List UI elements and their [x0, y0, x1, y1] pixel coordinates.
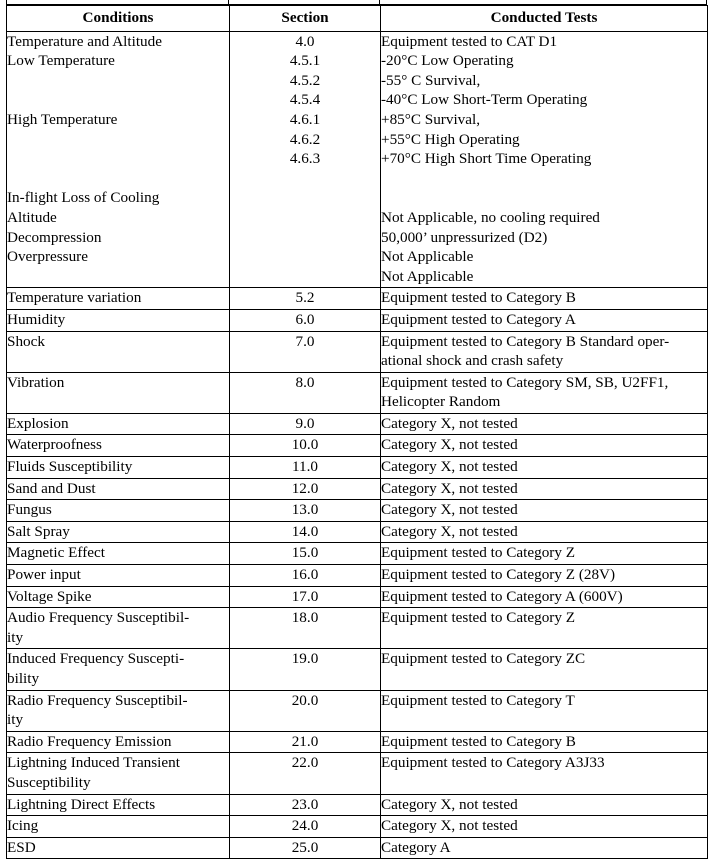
- cell-conditions-line: Audio Frequency Susceptibil-: [7, 609, 190, 627]
- cell-conducted-tests-line: Category X, not tested: [381, 522, 518, 540]
- cell-conditions: [7, 435, 230, 457]
- cell-conducted-tests: [381, 690, 708, 731]
- table-row: [7, 331, 708, 372]
- cell-conducted-tests: [381, 413, 708, 435]
- table-row: [7, 309, 708, 331]
- cell-conditions-line: Shock: [7, 332, 45, 350]
- cell-conditions-line: ESD: [7, 838, 36, 856]
- cell-section-line: 9.0: [295, 414, 315, 432]
- cell-conducted-tests: [381, 731, 708, 753]
- cell-section-line: 4.5.4: [289, 91, 321, 109]
- table-row: [7, 457, 708, 479]
- cell-conditions-line: Susceptibility: [7, 773, 91, 791]
- cell-conducted-tests-line: Equipment tested to Category ZC: [381, 650, 586, 668]
- cell-conditions: [7, 309, 230, 331]
- cell-conducted-tests-line: Equipment tested to Category B: [381, 732, 576, 750]
- table-row: [7, 731, 708, 753]
- cell-conditions-line: Fluids Susceptibility: [7, 458, 133, 476]
- cell-section: [230, 309, 381, 331]
- cell-conditions-line: Radio Frequency Susceptibil-: [7, 691, 188, 709]
- cell-conducted-tests: [381, 794, 708, 816]
- cell-section-line: 11.0: [291, 458, 318, 476]
- cell-conducted-tests-line: Equipment tested to Category T: [381, 691, 575, 709]
- cell-conditions-line: Humidity: [7, 310, 66, 328]
- cell-conditions-line: Decompression: [7, 228, 102, 246]
- cell-section-line: 8.0: [295, 373, 315, 391]
- column-header-conducted-tests: Conducted Tests: [381, 6, 708, 32]
- cell-conditions: [7, 753, 230, 794]
- cell-conditions: [7, 543, 230, 565]
- cell-conditions-line: In-flight Loss of Cooling: [7, 189, 160, 207]
- cell-section: [230, 608, 381, 649]
- cell-conducted-tests: [381, 586, 708, 608]
- cell-conducted-tests-line: Category X, not tested: [381, 817, 518, 835]
- cell-section: [230, 837, 381, 859]
- cell-conditions: [7, 837, 230, 859]
- cell-conducted-tests-line: Equipment tested to Category A3J33: [381, 754, 605, 772]
- table-row: [7, 288, 708, 310]
- cell-conditions-line: Power input: [7, 566, 81, 584]
- cell-section-line: 12.0: [291, 479, 319, 497]
- cell-conditions-line: Vibration: [7, 373, 65, 391]
- table-row: [7, 794, 708, 816]
- cell-conditions-line: Icing: [7, 817, 39, 835]
- cell-conditions-line: ity: [7, 628, 24, 646]
- cell-conducted-tests-line: Equipment tested to Category B: [381, 289, 576, 307]
- cell-conducted-tests: [381, 435, 708, 457]
- column-header-conditions: Conditions: [7, 6, 230, 32]
- cell-section-line: [230, 169, 380, 189]
- cell-section-line: 14.0: [291, 522, 319, 540]
- cell-section: [230, 413, 381, 435]
- table-row: [7, 413, 708, 435]
- cell-section: [230, 731, 381, 753]
- cell-section: [230, 331, 381, 372]
- cell-section: [230, 543, 381, 565]
- cell-section-line: 4.0: [295, 32, 315, 50]
- cell-section-line: [230, 208, 380, 228]
- cell-conducted-tests: [381, 309, 708, 331]
- cell-conditions: [7, 649, 230, 690]
- table-header: [7, 6, 708, 32]
- cell-conducted-tests-line: Equipment tested to Category A: [381, 310, 576, 328]
- cell-section-line: [230, 247, 380, 267]
- cell-section: [230, 753, 381, 794]
- cell-conditions: [7, 521, 230, 543]
- cell-section-line: 24.0: [291, 817, 319, 835]
- cell-conditions-line: Low Temperature: [7, 52, 115, 70]
- cell-section-line: 23.0: [291, 795, 319, 813]
- cell-conditions-line: Altitude: [7, 208, 57, 226]
- table-row: [7, 608, 708, 649]
- cell-conditions-line: Explosion: [7, 414, 69, 432]
- cell-conducted-tests: [381, 521, 708, 543]
- cell-conducted-tests-line: Category X, not tested: [381, 795, 518, 813]
- cell-conditions-line: Magnetic Effect: [7, 544, 105, 562]
- cell-conditions: [7, 288, 230, 310]
- cell-conducted-tests: [381, 372, 708, 413]
- cell-conditions: [7, 816, 230, 838]
- cell-section-line: 6.0: [295, 310, 315, 328]
- cell-conditions: [7, 413, 230, 435]
- cell-conducted-tests: [381, 331, 708, 372]
- cell-section: [230, 565, 381, 587]
- cell-conditions-line: bility: [7, 670, 40, 687]
- table-row: [7, 837, 708, 859]
- cell-section-line: [230, 228, 380, 248]
- cell-section: [230, 690, 381, 731]
- cell-conducted-tests-line: Not Applicable: [381, 267, 474, 285]
- column-header-section: Section: [230, 6, 381, 32]
- cell-section: [230, 372, 381, 413]
- cell-conducted-tests: [381, 457, 708, 479]
- cell-conducted-tests: [381, 816, 708, 838]
- cell-conditions: [7, 794, 230, 816]
- cell-section-line: 4.6.1: [289, 110, 321, 128]
- cell-section-line: 4.6.3: [289, 150, 321, 168]
- cell-conducted-tests-line: Not Applicable, no cooling required: [381, 208, 600, 226]
- cell-conditions-line: Lightning Direct Effects: [7, 795, 156, 813]
- cell-conditions-line: Radio Frequency Emission: [7, 732, 172, 750]
- cell-section-line: 15.0: [291, 544, 319, 562]
- cell-conducted-tests-line: Equipment tested to Category B Standard oper-: [381, 332, 670, 350]
- cell-conducted-tests-line: Category X, not tested: [381, 414, 518, 432]
- cell-section-line: 19.0: [291, 650, 319, 668]
- table-row: [7, 372, 708, 413]
- cell-conditions-line: Sand and Dust: [7, 479, 96, 497]
- cell-section-line: 7.0: [295, 332, 315, 350]
- cell-conditions: [7, 372, 230, 413]
- cell-section-line: 16.0: [291, 566, 319, 584]
- cell-conditions-line: Induced Frequency Suscepti-: [7, 650, 185, 668]
- cell-conducted-tests: [381, 608, 708, 649]
- cell-conducted-tests-line: Equipment tested to Category Z (28V): [381, 566, 616, 584]
- cell-conditions-line: Temperature variation: [7, 289, 142, 307]
- cell-conditions-line: [7, 90, 229, 110]
- cell-conducted-tests-line: Equipment tested to Category SM, SB, U2FF1,: [381, 373, 669, 391]
- cell-conducted-tests: [381, 288, 708, 310]
- table-row: [7, 521, 708, 543]
- cell-section-line: 18.0: [291, 609, 319, 627]
- cell-section: [230, 500, 381, 522]
- table-row: [7, 816, 708, 838]
- cell-conducted-tests-line: Category A: [381, 838, 451, 856]
- cell-conducted-tests-line: ational shock and crash safety: [381, 352, 564, 370]
- cell-conducted-tests-line: Equipment tested to Category Z: [381, 544, 576, 562]
- cell-conducted-tests-line: -20°C Low Operating: [381, 52, 514, 70]
- cell-conditions-line: ity: [7, 711, 24, 729]
- cell-conducted-tests-line: [381, 169, 707, 189]
- cell-conducted-tests-line: Category X, not tested: [381, 501, 518, 519]
- cell-conducted-tests-line: Equipment tested to Category A (600V): [381, 587, 623, 605]
- cell-conducted-tests-line: Not Applicable: [381, 248, 474, 266]
- cell-section-line: 22.0: [291, 754, 319, 772]
- cell-conditions-line: Temperature and Altitude: [7, 32, 162, 50]
- table-row: [7, 586, 708, 608]
- cell-section-line: 17.0: [291, 587, 319, 605]
- cell-conditions-line: Salt Spray: [7, 522, 70, 540]
- cell-section: [230, 288, 381, 310]
- cell-section: [230, 586, 381, 608]
- cell-conditions: [7, 31, 230, 288]
- cell-section-line: 20.0: [291, 691, 319, 709]
- cell-section: [230, 457, 381, 479]
- cell-section-line: 10.0: [291, 436, 319, 454]
- cell-section-line: 4.5.1: [289, 52, 321, 70]
- cell-section-line: 21.0: [291, 732, 319, 750]
- cell-conducted-tests: [381, 543, 708, 565]
- cell-conducted-tests-line: [381, 188, 707, 208]
- cell-conditions-line: [7, 149, 229, 169]
- table-row: [7, 435, 708, 457]
- cell-conditions-line: Waterproofness: [7, 436, 102, 454]
- cell-conditions: [7, 457, 230, 479]
- cell-section: [230, 649, 381, 690]
- cell-conducted-tests: [381, 478, 708, 500]
- cell-conducted-tests: [381, 31, 708, 288]
- table-body: [7, 31, 708, 859]
- cell-conditions: [7, 608, 230, 649]
- table-header-row: [7, 6, 708, 32]
- table-row: [7, 565, 708, 587]
- cell-conditions: [7, 500, 230, 522]
- cell-conducted-tests-line: +70°C High Short Time Operating: [381, 150, 592, 168]
- cell-conducted-tests-line: +85°C Survival,: [381, 110, 481, 128]
- cell-conducted-tests-line: Equipment tested to CAT D1: [381, 32, 558, 50]
- cell-conditions-line: Overpressure: [7, 248, 88, 266]
- cell-conditions-line: Voltage Spike: [7, 587, 92, 605]
- cell-conditions: [7, 478, 230, 500]
- cell-conditions: [7, 731, 230, 753]
- cell-conducted-tests-line: Category X, not tested: [381, 458, 518, 476]
- cell-section: [230, 521, 381, 543]
- cell-conditions: [7, 331, 230, 372]
- cell-conditions-line: High Temperature: [7, 110, 118, 128]
- cell-conducted-tests: [381, 837, 708, 859]
- cell-conducted-tests-line: Category X, not tested: [381, 479, 518, 497]
- table-row: [7, 31, 708, 288]
- cell-section: [230, 31, 381, 288]
- cell-conducted-tests: [381, 500, 708, 522]
- cell-conditions-line: [7, 71, 229, 91]
- cell-conditions: [7, 586, 230, 608]
- cell-conditions-line: [7, 130, 229, 150]
- environmental-qualification-table: [6, 5, 708, 859]
- cell-section: [230, 816, 381, 838]
- cell-conducted-tests: [381, 753, 708, 794]
- cell-section-line: 4.5.2: [289, 71, 321, 89]
- cell-section-line: 25.0: [291, 838, 319, 856]
- cell-conditions-line: Lightning Induced Transient: [7, 754, 180, 772]
- cell-section: [230, 794, 381, 816]
- table-row: [7, 543, 708, 565]
- cell-section-line: 4.6.2: [289, 130, 321, 148]
- cell-conducted-tests-line: 50,000’ unpressurized (D2): [381, 228, 548, 246]
- cell-section: [230, 435, 381, 457]
- cell-conducted-tests-line: Helicopter Random: [381, 393, 501, 411]
- cell-section: [230, 478, 381, 500]
- table-row: [7, 500, 708, 522]
- table-row: [7, 478, 708, 500]
- cell-conducted-tests-line: -55° C Survival,: [381, 71, 481, 89]
- cell-conducted-tests: [381, 649, 708, 690]
- cell-conducted-tests-line: -40°C Low Short-Term Operating: [381, 91, 588, 109]
- cell-conducted-tests-line: +55°C High Operating: [381, 130, 520, 148]
- cell-conducted-tests-line: Category X, not tested: [381, 436, 518, 454]
- cell-conducted-tests: [381, 565, 708, 587]
- cell-conditions: [7, 565, 230, 587]
- cell-section-line: [230, 188, 380, 208]
- table-row: [7, 753, 708, 794]
- cell-conditions-line: [7, 169, 229, 189]
- cell-conditions-line: Fungus: [7, 501, 52, 519]
- cell-section-line: 13.0: [291, 501, 319, 519]
- cell-conditions: [7, 690, 230, 731]
- cell-conducted-tests-line: Equipment tested to Category Z: [381, 609, 576, 627]
- cell-section-line: 5.2: [295, 289, 315, 307]
- table-row: [7, 690, 708, 731]
- table-row: [7, 649, 708, 690]
